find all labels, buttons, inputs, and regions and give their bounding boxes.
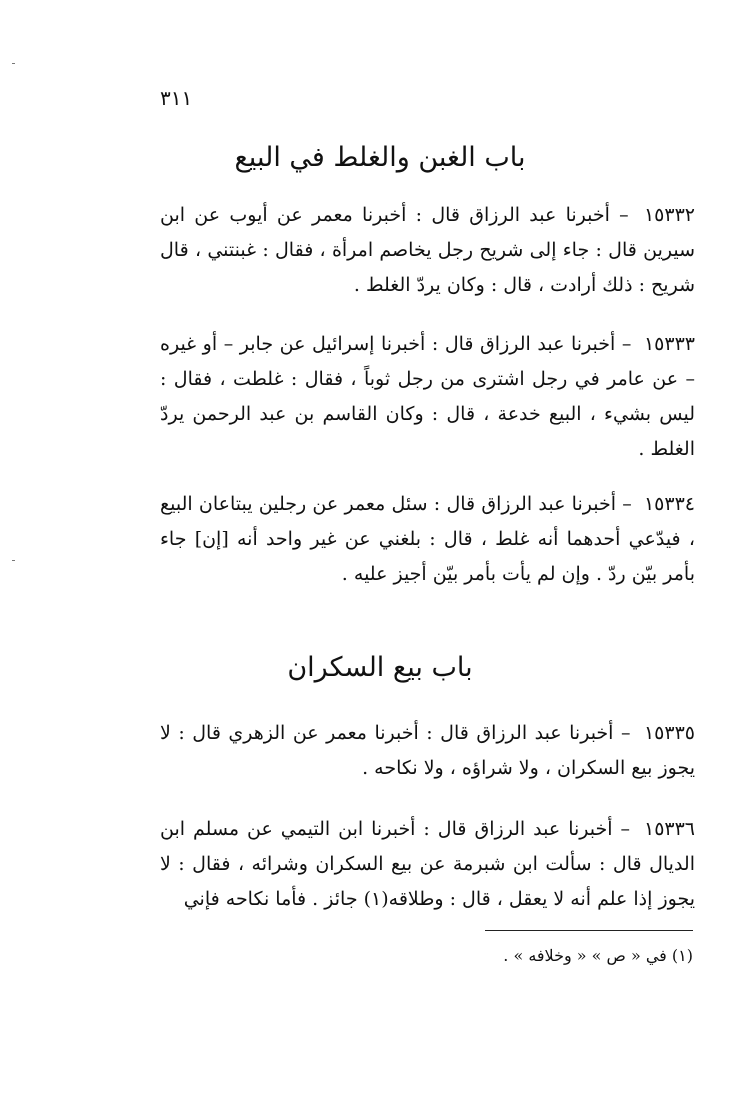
scan-speck: [12, 560, 15, 561]
entry-number: ١٥٣٣٣: [643, 333, 695, 355]
section-title: باب بيع السكران: [287, 652, 473, 683]
footnote-divider: [485, 930, 693, 931]
footnote: (١) في « ص » « وخلافه » .: [503, 946, 693, 965]
entry-number: ١٥٣٣٥: [643, 722, 695, 744]
hadith-entry: [160, 487, 695, 592]
entry-number: ١٥٣٣٢: [643, 204, 695, 226]
page-number: ٣١١: [160, 86, 193, 110]
entry-text: – أخبرنا عبد الرزاق قال : سئل معمر عن رجلين يبتاعان البيع ، فيدّعي أحدهما أنه غلط ، قال : بلغني عن غير واحد أنه [إن] جاء بأمر بيّن ردّ . وإن لم يأت بأمر بيّن أجيز عليه .: [160, 493, 695, 585]
entry-text: – أخبرنا عبد الرزاق قال : أخبرنا معمر عن أيوب عن ابن سيرين قال : جاء إلى شريح رجل يخاصم امرأة ، فقال : غبنتني ، قال شريح : ذلك أرادت ، قال : وكان يردّ الغلط .: [160, 204, 695, 296]
entry-text: – أخبرنا عبد الرزاق قال : أخبرنا معمر عن الزهري قال : لا يجوز بيع السكران ، ولا شراؤه ، ولا نكاحه .: [160, 722, 695, 779]
hadith-entry: [160, 327, 695, 467]
entry-number: ١٥٣٣٤: [643, 493, 695, 515]
scan-speck: [12, 63, 15, 64]
section-title: باب الغبن والغلط في البيع: [234, 142, 526, 173]
hadith-entry: [160, 198, 695, 303]
hadith-entry: [160, 716, 695, 786]
entry-text: – أخبرنا عبد الرزاق قال : أخبرنا ابن التيمي عن مسلم ابن الديال قال : سألت ابن شبرمة عن بيع السكران وشرائه ، فقال : لا يجوز إذا علم أنه لا يعقل ، قال : وطلاقه(١) جائز . فأما نكاحه فإني: [160, 818, 695, 910]
entry-number: ١٥٣٣٦: [643, 818, 696, 840]
entry-text: – أخبرنا عبد الرزاق قال : أخبرنا إسرائيل عن جابر – أو غيره – عن عامر في رجل اشترى من رجل ثوباً ، فقال : غلطت ، فقال : ليس بشيء ، البيع خدعة ، قال : وكان القاسم بن عبد الرحمن يردّ الغلط .: [160, 333, 695, 460]
hadith-entry: [160, 812, 695, 917]
